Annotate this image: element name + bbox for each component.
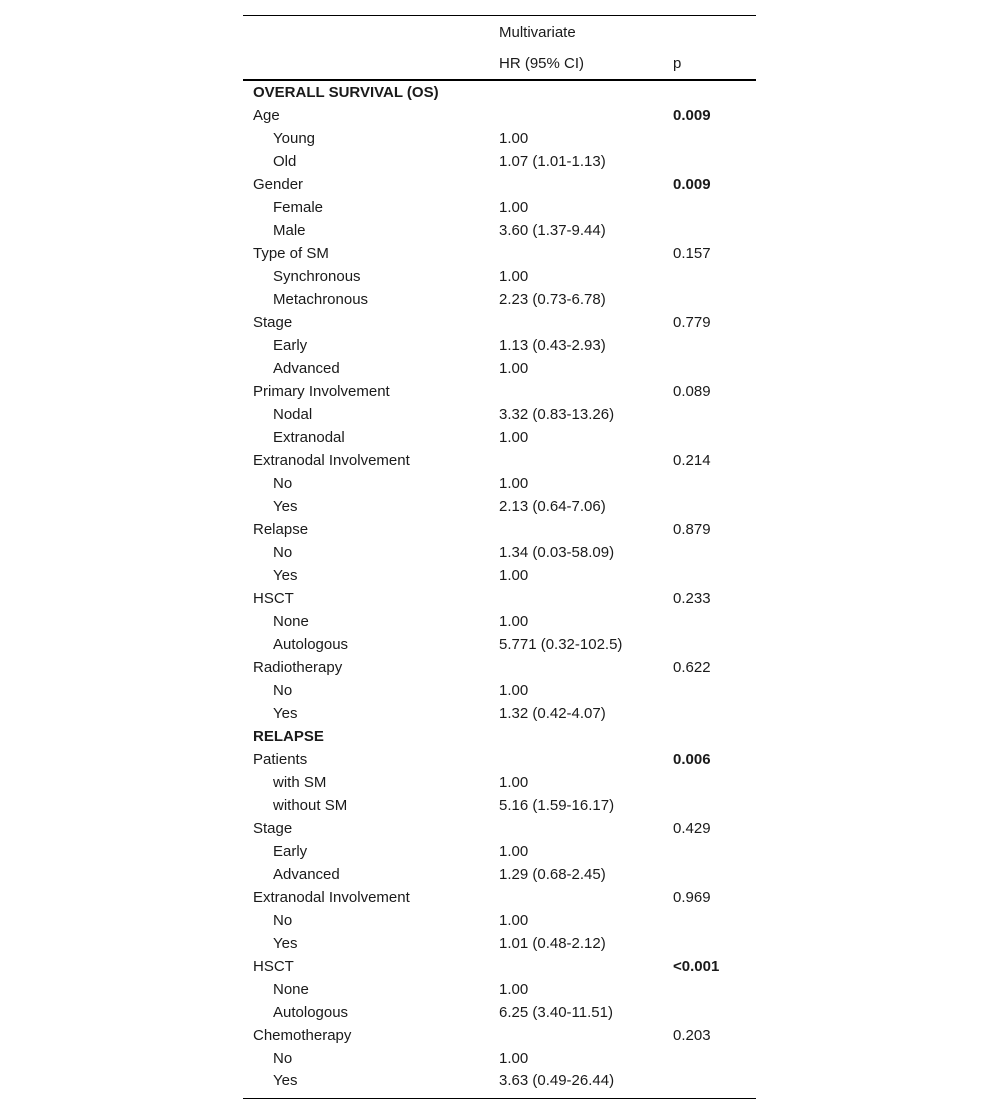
variable-row — [243, 311, 756, 334]
category-label: Advanced — [273, 360, 340, 377]
category-row — [243, 288, 756, 311]
category-row — [243, 357, 756, 380]
p-value-cell — [663, 1047, 756, 1070]
hazard-ratio-cell — [489, 518, 663, 541]
variable-label: HSCT — [253, 958, 294, 975]
p-value-cell — [663, 495, 756, 518]
header-empty-cell — [243, 16, 489, 49]
hazard-ratio-cell: 2.23 (0.73-6.78) — [499, 291, 606, 308]
variable-row — [243, 104, 756, 127]
hazard-ratio-cell: 1.01 (0.48-2.12) — [499, 935, 606, 952]
hazard-ratio-cell: 1.00 — [499, 199, 529, 216]
p-value-cell — [663, 725, 756, 748]
p-value-cell — [663, 265, 756, 288]
hazard-ratio-cell: 1.00 — [499, 981, 529, 998]
category-label: No — [273, 475, 293, 492]
hazard-ratio-cell — [489, 817, 663, 840]
p-value-cell — [663, 288, 756, 311]
p-value-cell — [663, 564, 756, 587]
p-value-cell — [663, 80, 756, 104]
variable-label: Age — [253, 107, 280, 124]
p-value-cell: <0.001 — [673, 958, 720, 975]
hazard-ratio-cell — [489, 449, 663, 472]
hazard-ratio-cell: 1.00 — [499, 682, 529, 699]
hazard-ratio-cell: 1.07 (1.01-1.13) — [499, 153, 606, 170]
category-label: with SM — [273, 774, 327, 791]
hazard-ratio-cell: 5.771 (0.32-102.5) — [499, 636, 623, 653]
category-label: Yes — [243, 1070, 489, 1099]
variable-row — [243, 587, 756, 610]
header-method: Multivariate — [489, 16, 663, 49]
p-value-cell — [663, 633, 756, 656]
section-row — [243, 80, 756, 104]
category-row — [243, 840, 756, 863]
category-label: Autologous — [273, 636, 349, 653]
category-label: Advanced — [273, 866, 340, 883]
variable-label: Extranodal Involvement — [253, 889, 410, 906]
variable-label: Extranodal Involvement — [253, 452, 410, 469]
category-label: Autologous — [273, 1004, 349, 1021]
category-row — [243, 472, 756, 495]
header-hr-label: HR (95% CI) — [489, 48, 663, 80]
section-heading: OVERALL SURVIVAL (OS) — [253, 84, 439, 101]
p-value-cell: 0.779 — [673, 314, 711, 331]
multivariate-results-table — [243, 15, 756, 1099]
category-row — [243, 1070, 756, 1099]
category-label: No — [273, 682, 293, 699]
category-row — [243, 426, 756, 449]
p-value-cell: 0.009 — [673, 107, 711, 124]
hazard-ratio-cell: 6.25 (3.40-11.51) — [499, 1004, 613, 1021]
p-value-cell — [663, 702, 756, 725]
variable-row — [243, 449, 756, 472]
p-value-cell — [663, 679, 756, 702]
category-label: Yes — [273, 498, 298, 515]
category-label: Early — [273, 843, 308, 860]
category-label: without SM — [273, 797, 348, 814]
p-value-cell — [663, 472, 756, 495]
p-value-cell — [663, 771, 756, 794]
hazard-ratio-cell: 1.00 — [499, 475, 529, 492]
hazard-ratio-cell: 1.00 — [499, 268, 529, 285]
p-value-cell — [663, 150, 756, 173]
category-label: Male — [273, 222, 306, 239]
category-label: No — [273, 544, 293, 561]
category-label: None — [273, 981, 309, 998]
hazard-ratio-cell — [489, 173, 663, 196]
variable-label: Chemotherapy — [253, 1027, 352, 1044]
category-label: Young — [273, 130, 315, 147]
variable-label: Patients — [253, 751, 308, 768]
p-value-cell — [663, 541, 756, 564]
category-row — [243, 150, 756, 173]
p-value-cell — [663, 357, 756, 380]
variable-label: Primary Involvement — [253, 383, 390, 400]
variable-row — [243, 173, 756, 196]
p-value-cell — [663, 978, 756, 1001]
p-value-cell — [663, 403, 756, 426]
category-label: Early — [273, 337, 308, 354]
header-empty-cell — [243, 48, 489, 80]
hazard-ratio-cell — [489, 587, 663, 610]
category-row — [243, 978, 756, 1001]
variable-label: Stage — [253, 314, 293, 331]
p-value-cell — [663, 1070, 756, 1099]
hazard-ratio-cell — [489, 955, 663, 978]
category-label: No — [273, 912, 293, 929]
variable-row — [243, 656, 756, 679]
p-value-cell: 0.969 — [673, 889, 711, 906]
hazard-ratio-cell: 1.00 — [499, 360, 529, 377]
p-value-cell — [663, 909, 756, 932]
table-header — [243, 16, 756, 81]
category-row — [243, 771, 756, 794]
variable-row — [243, 242, 756, 265]
category-label: Yes — [273, 935, 298, 952]
p-value-cell: 0.622 — [673, 659, 711, 676]
hazard-ratio-cell — [489, 1024, 663, 1047]
hazard-ratio-cell: 1.00 — [499, 613, 529, 630]
hazard-ratio-cell: 1.00 — [499, 912, 529, 929]
header-p-label: p — [663, 48, 756, 80]
category-row — [243, 265, 756, 288]
hazard-ratio-cell — [489, 104, 663, 127]
hazard-ratio-cell: 3.32 (0.83-13.26) — [499, 406, 615, 423]
hazard-ratio-cell: 1.00 — [499, 1050, 529, 1067]
variable-row — [243, 886, 756, 909]
hazard-ratio-cell: 3.63 (0.49-26.44) — [489, 1070, 663, 1099]
hazard-ratio-cell — [489, 725, 663, 748]
hazard-ratio-cell: 1.00 — [499, 429, 529, 446]
p-value-cell — [663, 863, 756, 886]
p-value-cell: 0.429 — [673, 820, 711, 837]
hazard-ratio-cell: 1.00 — [499, 774, 529, 791]
p-value-cell: 0.006 — [673, 751, 711, 768]
category-row — [243, 127, 756, 150]
category-row — [243, 1047, 756, 1070]
category-label: Metachronous — [273, 291, 369, 308]
hazard-ratio-cell: 1.34 (0.03-58.09) — [499, 544, 615, 561]
hazard-ratio-cell: 1.13 (0.43-2.93) — [499, 337, 606, 354]
category-row — [243, 403, 756, 426]
category-label: No — [273, 1050, 293, 1067]
results-table-container — [243, 15, 756, 1099]
hazard-ratio-cell: 1.00 — [499, 130, 529, 147]
category-row — [243, 909, 756, 932]
hazard-ratio-cell: 3.60 (1.37-9.44) — [499, 222, 606, 239]
hazard-ratio-cell: 1.00 — [499, 567, 529, 584]
hazard-ratio-cell: 1.00 — [499, 843, 529, 860]
variable-row — [243, 748, 756, 771]
category-row — [243, 1001, 756, 1024]
p-value-cell — [663, 127, 756, 150]
category-row — [243, 219, 756, 242]
p-value-cell: 0.157 — [673, 245, 711, 262]
category-row — [243, 495, 756, 518]
variable-label: Radiotherapy — [253, 659, 343, 676]
p-value-cell — [663, 840, 756, 863]
table-body — [243, 80, 756, 1099]
p-value-cell: 0.214 — [673, 452, 711, 469]
variable-label: Relapse — [253, 521, 309, 538]
p-value-cell — [663, 794, 756, 817]
category-row — [243, 633, 756, 656]
p-value-cell — [663, 1001, 756, 1024]
category-label: Old — [273, 153, 297, 170]
p-value-cell: 0.089 — [673, 383, 711, 400]
hazard-ratio-cell — [489, 886, 663, 909]
p-value-cell — [663, 334, 756, 357]
variable-row — [243, 380, 756, 403]
variable-row — [243, 518, 756, 541]
p-value-cell: 0.203 — [673, 1027, 711, 1044]
category-label: None — [273, 613, 309, 630]
section-row — [243, 725, 756, 748]
hazard-ratio-cell — [489, 311, 663, 334]
p-value-cell: 0.009 — [673, 176, 711, 193]
category-row — [243, 679, 756, 702]
category-row — [243, 541, 756, 564]
category-row — [243, 196, 756, 219]
hazard-ratio-cell — [489, 242, 663, 265]
p-value-cell — [663, 219, 756, 242]
hazard-ratio-cell: 5.16 (1.59-16.17) — [499, 797, 615, 814]
category-label: Female — [273, 199, 324, 216]
p-value-cell: 0.879 — [673, 521, 711, 538]
header-row-method — [243, 16, 756, 49]
category-row — [243, 794, 756, 817]
category-label: Yes — [273, 567, 298, 584]
variable-label: Stage — [253, 820, 293, 837]
category-row — [243, 863, 756, 886]
p-value-cell — [663, 196, 756, 219]
section-heading: RELAPSE — [253, 728, 324, 745]
p-value-cell — [663, 610, 756, 633]
hazard-ratio-cell: 1.29 (0.68-2.45) — [499, 866, 606, 883]
category-row — [243, 564, 756, 587]
variable-label: HSCT — [253, 590, 294, 607]
header-row-columns — [243, 48, 756, 80]
category-label: Synchronous — [273, 268, 361, 285]
variable-label: Gender — [253, 176, 304, 193]
category-row — [243, 610, 756, 633]
p-value-cell: 0.233 — [673, 590, 711, 607]
hazard-ratio-cell: 2.13 (0.64-7.06) — [499, 498, 606, 515]
category-label: Extranodal — [273, 429, 345, 446]
category-label: Nodal — [273, 406, 313, 423]
p-value-cell — [663, 426, 756, 449]
category-row — [243, 702, 756, 725]
hazard-ratio-cell — [489, 656, 663, 679]
variable-row — [243, 1024, 756, 1047]
hazard-ratio-cell — [489, 80, 663, 104]
variable-label: Type of SM — [253, 245, 329, 262]
category-label: Yes — [273, 705, 298, 722]
header-empty-cell — [663, 16, 756, 49]
category-row — [243, 334, 756, 357]
category-row — [243, 932, 756, 955]
variable-row — [243, 955, 756, 978]
variable-row — [243, 817, 756, 840]
hazard-ratio-cell: 1.32 (0.42-4.07) — [499, 705, 606, 722]
hazard-ratio-cell — [489, 380, 663, 403]
p-value-cell — [663, 932, 756, 955]
hazard-ratio-cell — [489, 748, 663, 771]
